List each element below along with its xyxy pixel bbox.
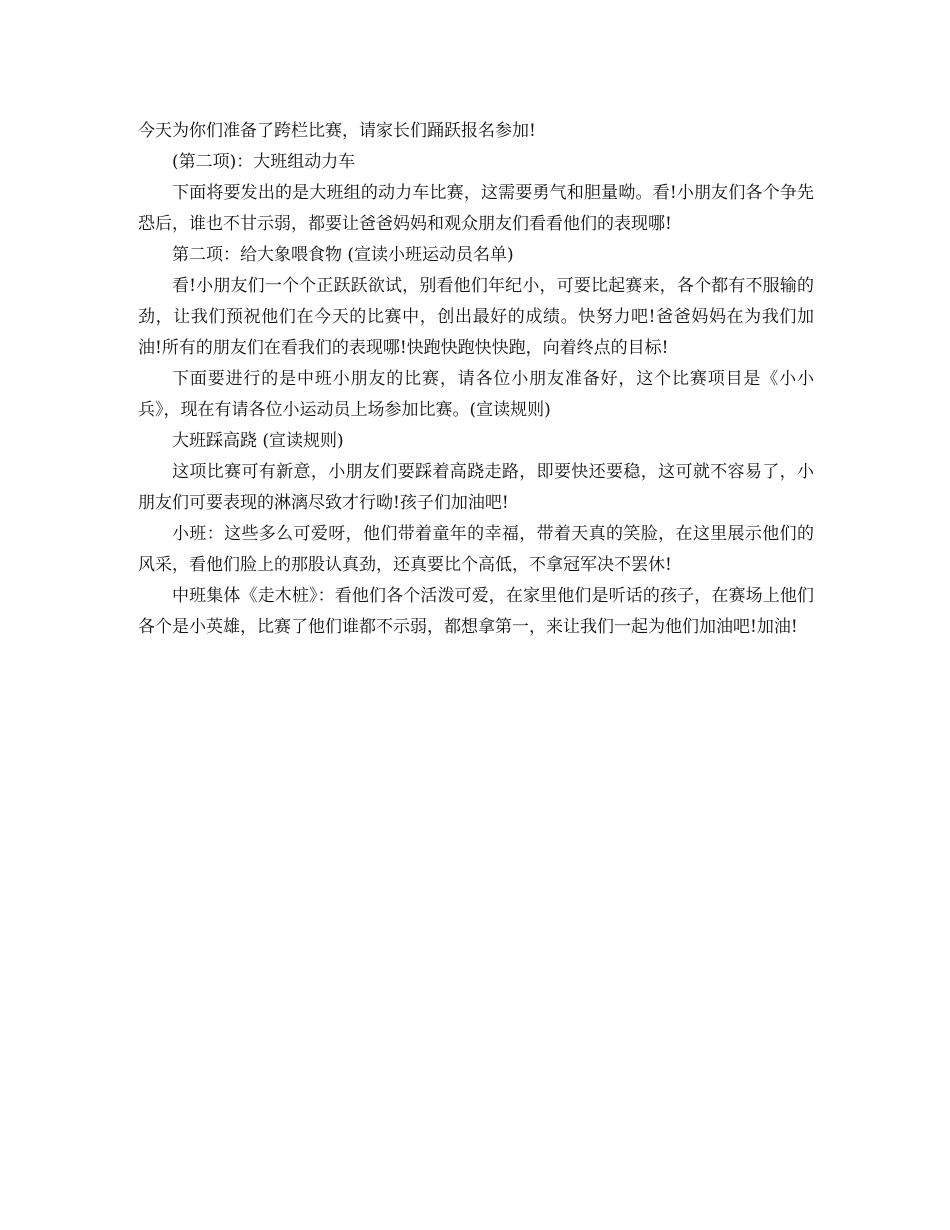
heading-feed-elephant: 第二项：给大象喂食物 (宣读小班运动员名单) [172, 245, 514, 265]
paragraph-small-class: 小班：这些多么可爱呀，他们带着童年的幸福，带着天真的笑脸，在这里展示他们的风采，看他们脸上的那股认真劲，还真要比个高低，不拿冠军决不罢休! [138, 524, 814, 575]
paragraph-power-car: 下面将要发出的是大班组的动力车比赛，这需要勇气和胆量呦。看!小朋友们各个争先恐后，谁也不甘示弱，都要让爸爸妈妈和观众朋友们看看他们的表现哪! [138, 183, 814, 234]
heading-stilts: 大班踩高跷 (宣读规则) [172, 431, 344, 451]
paragraph-little-soldier: 下面要进行的是中班小朋友的比赛，请各位小朋友准备好，这个比赛项目是《小小兵》，现在有请各位小运动员上场参加比赛。(宣读规则) [138, 369, 814, 420]
paragraph-wooden-stakes: 中班集体《走木桩》：看他们各个活泼可爱，在家里他们是听话的孩子，在赛场上他们各个是小英雄，比赛了他们谁都不示弱，都想拿第一，来让我们一起为他们加油吧!加油! [138, 586, 814, 637]
document-body [138, 116, 814, 643]
paragraph-stilts: 这项比赛可有新意，小朋友们要踩着高跷走路，即要快还要稳，这可就不容易了，小朋友们可要表现的淋漓尽致才行呦!孩子们加油吧! [138, 462, 814, 513]
paragraph-hurdles-continuation: 今天为你们准备了跨栏比赛，请家长们踊跃报名参加! [138, 121, 536, 141]
heading-big-class-power-car: (第二项)：大班组动力车 [172, 152, 356, 172]
paragraph-feed-elephant: 看!小朋友们一个个正跃跃欲试，别看他们年纪小，可要比起赛来，各个都有不服输的劲，让我们预祝他们在今天的比赛中，创出最好的成绩。快努力吧!爸爸妈妈在为我们加油!所有的朋友们在看我们的表现哪!快跑快跑快快跑，向着终点的目标! [138, 276, 814, 358]
